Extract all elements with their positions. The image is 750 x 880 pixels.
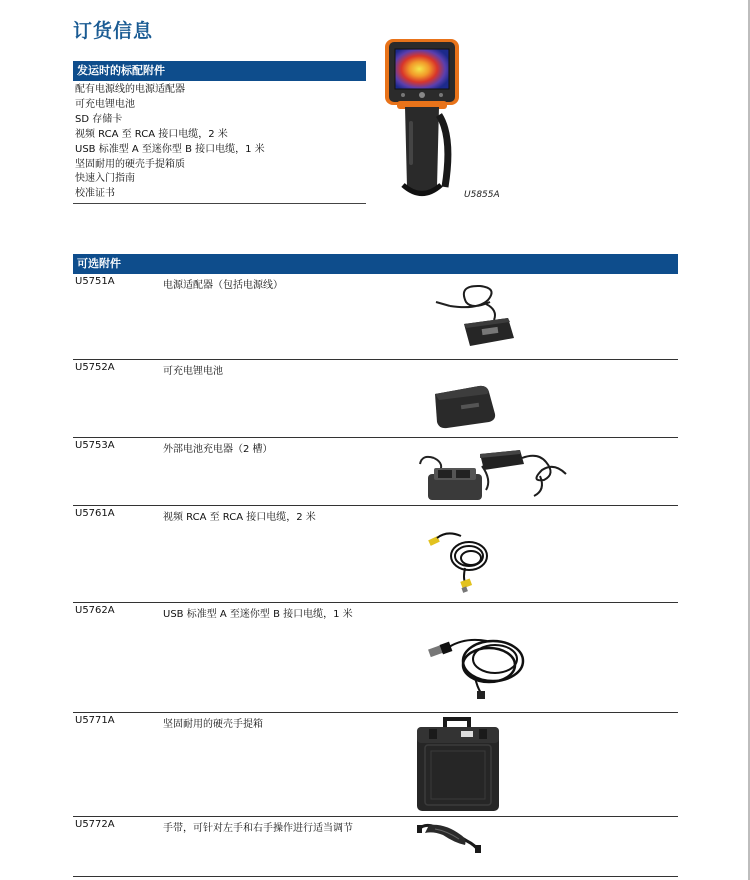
list-item: USB 标准型 A 至迷你型 B 接口电缆，1 米 xyxy=(75,143,265,155)
power-adapter-image xyxy=(428,280,523,352)
accessory-description: 外部电池充电器（2 槽） xyxy=(163,444,273,455)
accessory-code: U5751A xyxy=(75,276,115,287)
standard-accessories-header: 发运时的标配附件 xyxy=(73,61,366,81)
table-row xyxy=(73,713,678,817)
accessory-description: 手带，可针对左手和右手操作进行适当调节 xyxy=(163,823,353,834)
rca-cable-image xyxy=(425,516,505,596)
table-row xyxy=(73,274,678,360)
accessory-description: 电源适配器（包括电源线） xyxy=(163,280,283,291)
page-title: 订货信息 xyxy=(73,20,154,42)
optional-accessories-header: 可选附件 xyxy=(73,254,678,274)
list-item: 配有电源线的电源适配器 xyxy=(75,84,185,95)
usb-cable-image xyxy=(425,625,535,705)
accessory-code: U5772A xyxy=(75,819,115,830)
accessory-description: 视频 RCA 至 RCA 接口电缆，2 米 xyxy=(163,512,316,523)
accessory-code: U5761A xyxy=(75,508,115,519)
hand-strap-image xyxy=(415,819,485,855)
accessory-description: 坚固耐用的硬壳手提箱 xyxy=(163,719,263,730)
battery-charger-image xyxy=(416,440,571,504)
accessory-code: U5753A xyxy=(75,440,115,451)
accessory-description: 可充电锂电池 xyxy=(163,366,223,377)
list-item: 校准证书 xyxy=(75,188,115,200)
thermal-camera-image xyxy=(383,37,461,203)
hard-case-image xyxy=(415,715,501,813)
list-item: 坚固耐用的硬壳手提箱质 xyxy=(75,158,185,170)
list-item: 快速入门指南 xyxy=(75,173,135,185)
standard-accessories-list xyxy=(73,81,366,204)
table-row xyxy=(73,360,678,438)
accessory-code: U5771A xyxy=(75,715,115,726)
accessory-code: U5752A xyxy=(75,362,115,373)
accessory-code: U5762A xyxy=(75,605,115,616)
standard-accessories-section xyxy=(73,61,366,204)
accessory-description: USB 标准型 A 至迷你型 B 接口电缆，1 米 xyxy=(163,609,353,620)
list-item: 可充电锂电池 xyxy=(75,98,135,110)
list-item: SD 存储卡 xyxy=(75,113,123,125)
table-row xyxy=(73,603,678,713)
optional-accessories-section xyxy=(73,254,678,834)
list-item: 视频 RCA 至 RCA 接口电缆，2 米 xyxy=(75,128,228,140)
product-model-label: U5855A xyxy=(464,190,500,200)
table-row xyxy=(73,817,678,877)
table-row xyxy=(73,506,678,603)
table-row xyxy=(73,438,678,506)
battery-image xyxy=(431,374,501,432)
